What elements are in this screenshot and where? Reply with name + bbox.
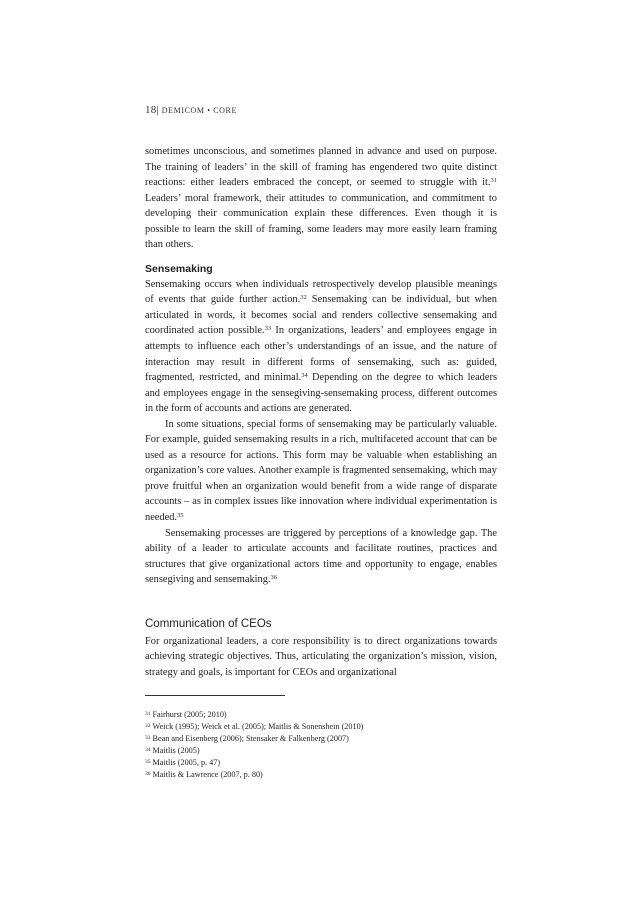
footnotes <box>145 709 497 781</box>
footnote-ref: 36 <box>270 574 278 582</box>
paragraph-sensemaking-1: Sensemaking occurs when individuals retrospectively develop plausible meanings of events that guide further action.$^{32}$ Sensemaking can be individual, but when articulated in words, it becomes social and renders collective sensemaking and coordinated action possible.$^{33}$ In organizations, leaders’ and employees engage in attempts to influence each other’s understandings of an issue, and the nature of interaction may result in different forms of sensemaking, such as: guided, fragmented, restricted, and minimal.$^{34}$ Depending on the degree to which leaders and employees engage in the sensegiving-sensemaking process, different outcomes in the form of accounts and actions are generated. <box>145 278 497 415</box>
footnote-ref: 31 <box>490 177 497 185</box>
running-header <box>145 104 497 116</box>
header-separator: | <box>156 104 159 116</box>
section-heading-ceos: Communication of CEOs <box>145 617 272 630</box>
footnote: $^{34}$ Maitlis (2005) <box>145 746 200 756</box>
paragraph-sensemaking-2: In some situations, special forms of sensemaking may be particularly valuable. For example, guided sensemaking results in a rich, multifaceted account that can be used as a resource for actions. This form may be valuable when establishing an organization’s core values. Another example is fragmented sensemaking, which may prove fruitful when an organization would benefit from a wide range of disparate accounts – as in complex issues like innovation where individual experimentation is needed.$^{35}$ <box>145 418 497 524</box>
paragraph-ceos: For organizational leaders, a core responsibility is to direct organizations towards achieving strategic objectives. Thus, articulating the organization’s mission, vision, strategy and goals, is important for CEOs and organizational <box>145 635 497 678</box>
footnote: $^{32}$ Weick (1995); Weick et al. (2005); Maitlis & Sonenshein (2010) <box>145 722 364 732</box>
footnote: $^{33}$ Bean and Eisenberg (2006); Stensaker & Falkenberg (2007) <box>145 734 349 744</box>
running-title: DEMICOM • CORE <box>161 106 237 115</box>
footnote-ref: 33 <box>264 325 272 333</box>
footnote-divider <box>145 695 285 696</box>
footnote-ref: 32 <box>300 294 307 302</box>
section-heading-sensemaking: Sensemaking <box>145 262 213 275</box>
page-content <box>145 104 497 781</box>
footnote: $^{36}$ Maitlis & Lawrence (2007, p. 80) <box>145 770 263 780</box>
footnote-ref: 35 <box>177 512 184 520</box>
paragraph-sensemaking-3: Sensemaking processes are triggered by perceptions of a knowledge gap. The ability of a leader to articulate accounts and facilitate routines, practices and structures that give organizational actors time and opportunity to engage, enables sensegiving and sensemaking.$^{36}$ <box>145 527 497 586</box>
footnote: $^{35}$ Maitlis (2005, p. 47) <box>145 758 221 768</box>
footnote-ref: 34 <box>301 372 308 380</box>
page-number: 18 <box>145 104 157 116</box>
footnote: $^{31}$ Fairhurst (2005; 2010) <box>145 710 227 720</box>
paragraph-framing: sometimes unconscious, and sometimes planned in advance and used on purpose. The training of leaders’ in the skill of framing has engendered two quite distinct reactions: either leaders embraced the concept, or seemed to struggle with it.$^{31}$ Leaders’ moral framework, their attitudes to communication, and commitment to developing their communication explain these differences. Even though it is possible to learn the skill of framing, some leaders may more easily learn framing than others. <box>145 146 497 251</box>
